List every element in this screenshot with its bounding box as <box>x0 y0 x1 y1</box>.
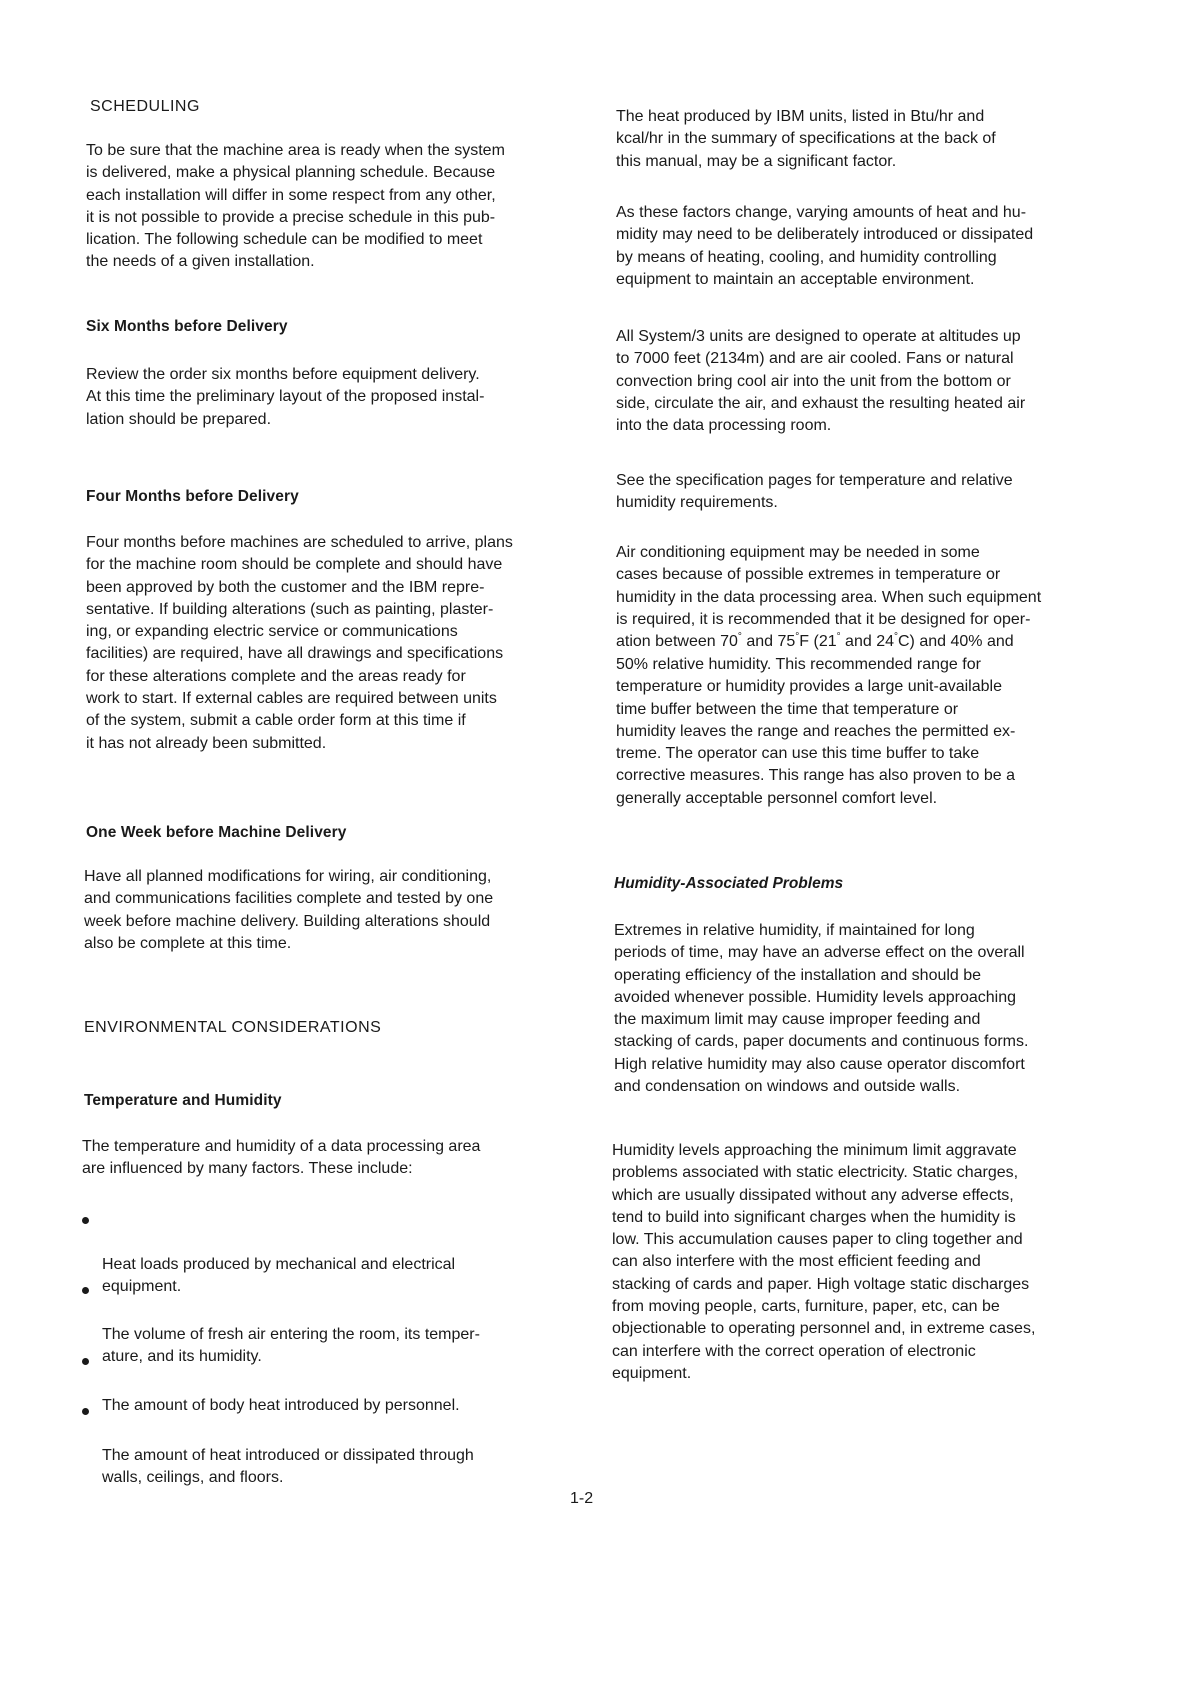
six-months-heading: Six Months before Delivery <box>86 318 288 335</box>
degree-symbol: ° <box>894 631 898 643</box>
environmental-heading: ENVIRONMENTAL CONSIDERATIONS <box>84 1019 382 1036</box>
altitude-paragraph: All System/3 units are designed to operate at altitudes up to 7000 feet (2134m) and are air cooled. Fans or natural convection bring cool air into the unit from the bottom or side, circulate the air, and exhaust the resulting heated air into the data processing room. <box>616 328 1026 435</box>
scheduling-paragraph: To be sure that the machine area is ready when the system is delivered, make a physical planning schedule. Because each installation will differ in some respect from any other, it is not possible to provide a precise schedule in this pub- lication. The following schedule can be modified to meet the needs of a given installation. <box>86 142 505 271</box>
degree-symbol: ° <box>836 631 841 643</box>
temperature-heading: Temperature and Humidity <box>84 1092 282 1109</box>
one-week-heading: One Week before Machine Delivery <box>86 824 347 841</box>
air-conditioning-paragraph-cont: 50% relative humidity. This recommended range for temperature or humidity provides a large unit-available time buffer between the time that temperature or humidity leaves the range and reaches the permitted ex- treme. The operator can use this time buffer to take corrective measures. This range has also proven to be a generally acceptable personnel comfort level. <box>616 656 1016 807</box>
bullet-dot-icon <box>82 1408 89 1415</box>
bullet-item: Heat loads produced by mechanical and electrical equipment. <box>84 1209 584 1320</box>
humidity-problems-heading: Humidity-Associated Problems <box>614 875 844 892</box>
air-conditioning-paragraph: Air conditioning equipment may be needed in some cases because of possible extremes in temperature or humidity in the data processing area. When such equipment is required, it is recommended that it be designed for oper- <box>616 544 1042 628</box>
bullet-dot-icon <box>82 1358 89 1365</box>
bullet-dot-icon <box>82 1217 89 1224</box>
specification-paragraph: See the specification pages for temperature and relative humidity requirements. <box>616 472 1013 512</box>
bullet-dot-icon <box>82 1287 89 1294</box>
four-months-paragraph: Four months before machines are scheduled to arrive, plans for the machine room should be complete and should have been approved by both the customer and the IBM repre- sentative. If building alterations (such as painting, plaster- ing, or expanding electric service or communications facilities) are required, have all drawings and specifications for these alterations complete and the areas ready for work to start. If external cables are required between units of the system, submit a cable order form at this time if it has not already been submitted. <box>86 534 513 752</box>
heat-paragraph: The heat produced by IBM units, listed in Btu/hr and kcal/hr in the summary of specifications at the back of this manual, may be a significant factor. <box>616 108 996 170</box>
degree-symbol: ° <box>737 631 742 643</box>
scheduling-heading: SCHEDULING <box>90 98 200 115</box>
four-months-heading: Four Months before Delivery <box>86 488 299 505</box>
six-months-paragraph: Review the order six months before equipment delivery. At this time the preliminary layout of the proposed instal- lation should be prepared. <box>86 366 485 428</box>
bullet-item: The amount of body heat introduced by personnel. <box>84 1350 584 1439</box>
page-number: 1-2 <box>570 1490 594 1507</box>
factors-paragraph: As these factors change, varying amounts of heat and hu- midity may need to be deliberately introduced or dissipated by means of heating, cooling, and humidity controlling equipment to maintain an acceptable environment. <box>616 204 1034 288</box>
minimum-limit-paragraph: Humidity levels approaching the minimum limit aggravate problems associated with static electricity. Static charges, which are usually dissipated without any adverse effects, tend to build into significant charges when the humidity is low. This accumulation causes paper to cling together and can also interfere with the most efficient feeding and stacking of cards and paper. High voltage static discharges from moving people, carts, furniture, paper, etc, can be objectionable to operating personnel and, in extreme cases, can interfere with the correct operation of electronic equipment. <box>612 1142 1036 1382</box>
bullet-item: The volume of fresh air entering the room, its temper- ature, and its humidity. <box>84 1279 584 1390</box>
one-week-paragraph: Have all planned modifications for wiring, air conditioning, and communications facilities complete and tested by one week before machine delivery. Building alterations should also be complete at this time. <box>84 868 494 952</box>
temperature-paragraph: The temperature and humidity of a data processing area are influenced by many factors. These include: <box>82 1138 481 1178</box>
bullet-item: The amount of heat introduced or dissipated through walls, ceilings, and floors. <box>84 1400 584 1511</box>
temperature-range-line: ation between 70° and 75°F (21° and 24°C) and 40% and <box>616 631 1014 650</box>
degree-symbol: ° <box>795 631 800 643</box>
extremes-paragraph: Extremes in relative humidity, if maintained for long periods of time, may have an adverse effect on the overall operating efficiency of the installation and should be avoided whenever possible. Humidity levels approaching the maximum limit may cause improper feeding and stacking of cards, paper documents and continuous forms. High relative humidity may also cause operator discomfort and condensation on windows and outside walls. <box>614 922 1029 1096</box>
